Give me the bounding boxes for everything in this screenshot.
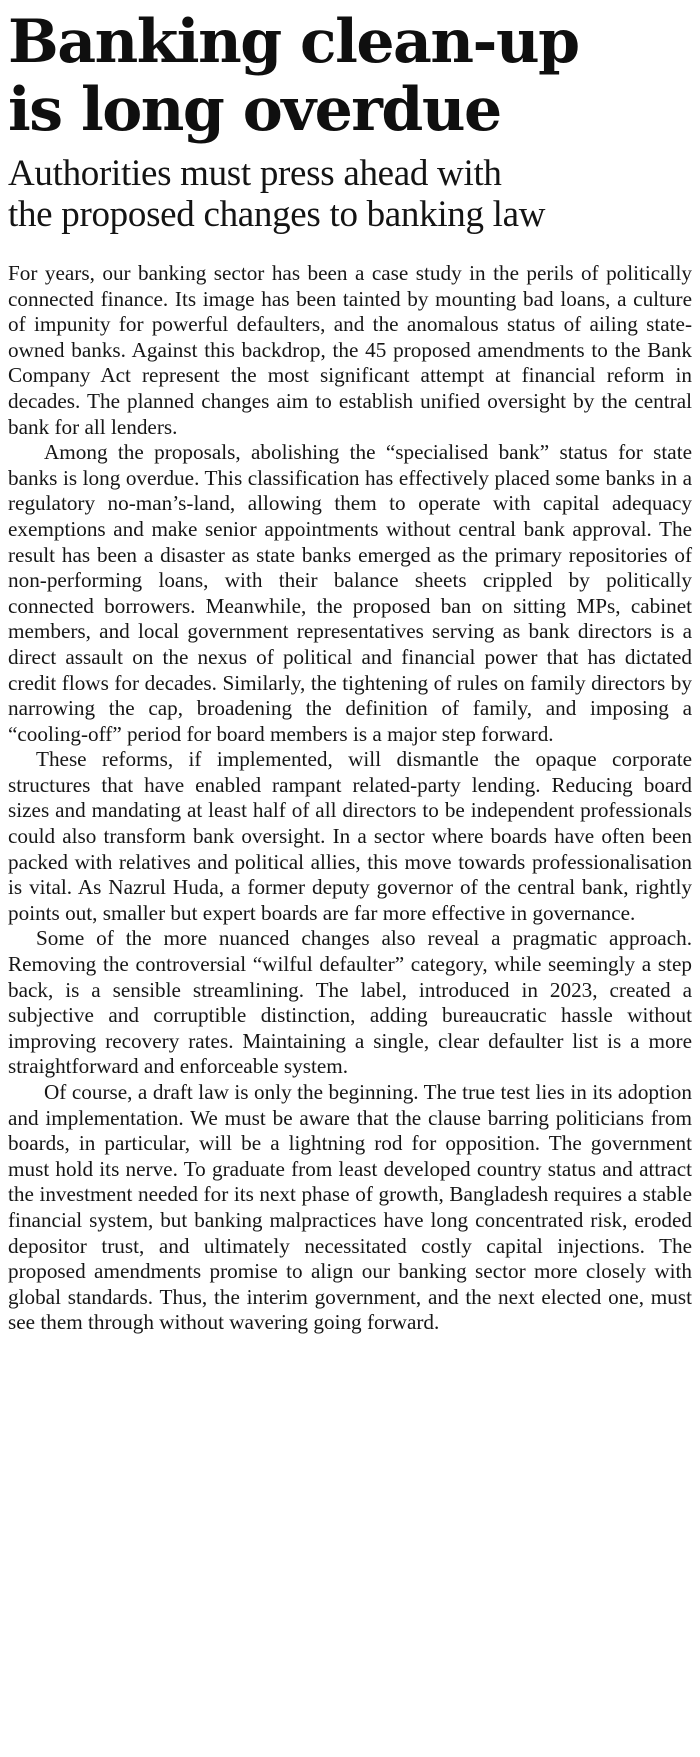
body-paragraph-5: Of course, a draft law is only the beginning. The true test lies in its adoption and implementation. We must be aware that the clause barring politicians from boards, in particular, will be a lightning rod for opposition. The government must hold its nerve. To graduate from least developed country status and attract the investment needed for its next phase of growth, Bangladesh requires a stable financial system, but banking malpractices have long concentrated risk, eroded depositor trust, and ultimately necessitated costly capital injections. The proposed amendments promise to align our banking sector more closely with global standards. Thus, the interim government, and the next elected one, must see them through without wavering going forward.	[8, 1080, 692, 1335]
headline	[8, 8, 692, 144]
headline-line-2: is long overdue	[8, 75, 501, 145]
headline-line-1: Banking clean-up	[8, 7, 579, 77]
subheadline	[8, 153, 692, 235]
subheadline-line-1: Authorities must press ahead with	[8, 153, 502, 194]
body-paragraph-2: Among the proposals, abolishing the “specialised bank” status for state banks is long overdue. This classification has effectively placed some banks in a regulatory no-man’s-land, allowing them to operate with capital adequacy exemptions and make senior appointments without central bank approval. The result has been a disaster as state banks emerged as the primary repositories of non-performing loans, with their balance sheets crippled by politically connected borrowers. Meanwhile, the proposed ban on sitting MPs, cabinet members, and local government representatives serving as bank directors is a direct assault on the nexus of political and financial power that has dictated credit flows for decades. Similarly, the tightening of rules on family directors by narrowing the cap, broadening the definition of family, and imposing a “cooling-off” period for board members is a major step forward.	[8, 440, 692, 746]
subheadline-line-2: the proposed changes to banking law	[8, 194, 546, 235]
body-paragraph-3: These reforms, if implemented, will dismantle the opaque corporate structures that have enabled rampant related-party lending. Reducing board sizes and mandating at least half of all directors to be independent professionals could also transform bank oversight. In a sector where boards have often been packed with relatives and political allies, this move towards professionalisation is vital. As Nazrul Huda, a former deputy governor of the central bank, rightly points out, smaller but expert boards are far more effective in governance.	[8, 747, 692, 925]
editorial-article	[8, 0, 692, 1336]
body-paragraph-1: For years, our banking sector has been a case study in the perils of politically connected finance. Its image has been tainted by mounting bad loans, a culture of impunity for powerful defaulters, and the anomalous status of ailing state-owned banks. Against this backdrop, the 45 proposed amendments to the Bank Company Act represent the most significant attempt at financial reform in decades. The planned changes aim to establish unified oversight by the central bank for all lenders.	[8, 261, 692, 439]
body-paragraph-4: Some of the more nuanced changes also reveal a pragmatic approach. Removing the controversial “wilful defaulter” category, while seemingly a step back, is a sensible streamlining. The label, introduced in 2023, created a subjective and corruptible distinction, adding bureaucratic hassle without improving recovery rates. Maintaining a single, clear defaulter list is a more straightforward and enforceable system.	[8, 926, 692, 1079]
article-body	[8, 261, 692, 1336]
